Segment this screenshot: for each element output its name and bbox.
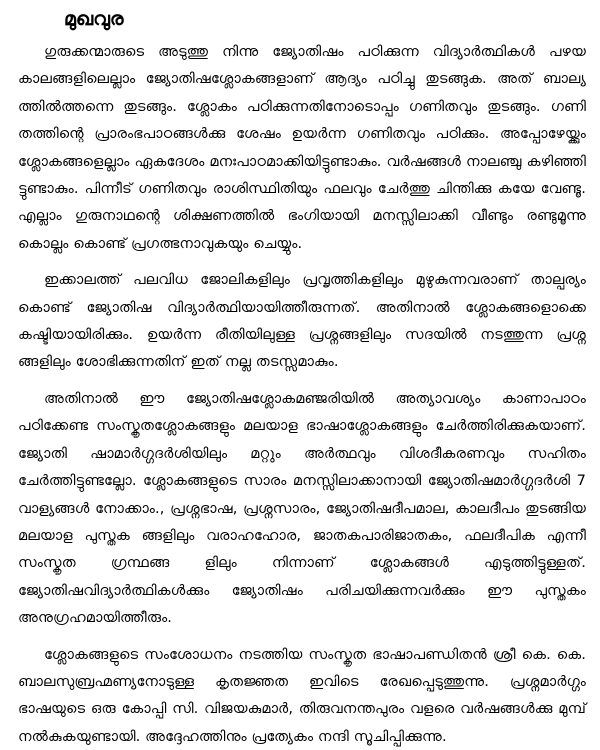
paragraph-3: അതിനാൽ ഈ ജ്യോതിഷശ്ലോകമഞ്ജരിയിൽ അത്യാവശ്യം കാണാപാഠം പഠിക്കേണ്ട സംസ്കൃതശ്ലോകങ്ങളും മലയാള ഭാഷാശ്ലോകങ്ങളും ചേർത്തിരിക്കുകയാണ്. ജ്യോതി ഷാമാർഗ്ഗദർശിയിലും മറ്റും അർത്ഥവും വിശദീകരണവും സഹിതം ചേർത്തിട്ടുണ്ടല്ലോ. ശ്ലോകങ്ങളുടെ സാരം മനസ്സിലാക്കാനായി ജ്യോതിഷമാർഗ്ഗദർശി 7 വാള്യങ്ങൾ നോക്കാം., പ്രശ്നഭാഷ, പ്രശ്നസാരം, ജ്യോതിഷദീപമാല, കാലദീപം തുടങ്ങിയ മലയാള പുസ്തക ങ്ങളിലും വരാഹഹോര, ജാതകപാരിജാതകം, ഫലദീപിക എന്നീ സംസ്കൃത ഗ്രന്ഥങ്ങ ളിലും നിന്നാണ് ശ്ലോകങ്ങൾ എടുത്തിട്ടുള്ളത്. ജ്യോതിഷവിദ്യാർത്ഥികൾക്കും ജ്യോതിഷം പരിചയിക്കുന്നവർക്കും ഈ പുസ്തകം അനുഗ്രഹമായിത്തീരും. xyxy=(18,389,586,627)
paragraph-2: ഇക്കാലത്ത് പലവിധ ജോലികളിലും പ്രവൃത്തികളിലും മുഴുകുന്നവരാണ് താല്പര്യം കൊണ്ട് ജ്യോതിഷ വിദ്യാർത്ഥിയായിത്തീരുന്നത്. അതിനാൽ ശ്ലോകങ്ങളൊക്കെ കഷ്ടിയായിരിക്കും. ഉയർന്ന രീതിയിലുള്ള പ്രശ്നങ്ങളിലും സദയിൽ നടത്തുന്ന പ്രശ്ന ങ്ങളിലും ശോഭിക്കുന്നതിന് ഇത് നല്ല തടസ്സമാകും. xyxy=(18,271,586,371)
page-title: മുഖവുര xyxy=(64,8,124,30)
paragraph-4: ശ്ലോകങ്ങളുടെ സംശോധനം നടത്തിയ സംസ്കൃത ഭാഷാപണ്ഡിതൻ ശ്രീ കെ. കെ. ബാലസുബ്രഹ്മണ്യനോടുള്ള കൃതജ്ഞത ഇവിടെ രേഖപ്പെടുത്തുന്നു. പ്രശ്നമാർഗ്ഗം ഭാഷയുടെ ഒരു കോപ്പി സി. വിജയകുമാർ, തിരുവനന്തപുരം വളരെ വർഷങ്ങൾക്കു മുമ്പ് നൽകുകയുണ്ടായി. അദ്ദേഹത്തിനും പ്രത്യേകം നന്ദി സൂചിപ്പിക്കുന്നു. xyxy=(18,645,586,745)
paragraph-1: ഗുരുക്കന്മാരുടെ അടുത്തു നിന്നു ജ്യോതിഷം പഠിക്കുന്ന വിദ്യാർത്ഥികൾ പഴയ കാലങ്ങളിലെല്ലാം ജ്യോതിഷശ്ലോകങ്ങളാണ് ആദ്യം പഠിച്ചു തുടങ്ങുക. അത് ബാല്യ ത്തിൽത്തന്നെ തുടങ്ങും. ശ്ലോകം പഠിക്കുന്നതിനോടൊപ്പം ഗണിതവും തുടങ്ങും. ഗണി തത്തിന്റെ പ്രാരംഭപാഠങ്ങൾക്കു ശേഷം ഉയർന്ന ഗണിതവും പഠിക്കും. അപ്പോഴേയ്ക്കും ശ്ലോകങ്ങളെല്ലാം ഏകദേശം മനഃപാഠമാക്കിയിട്ടുണ്ടാകും. വർഷങ്ങൾ നാലഞ്ചു കഴിഞ്ഞി ട്ടുണ്ടാകും. പിന്നീട് ഗണിതവും രാശിസ്ഥിതിയും ഫലവും ചേർത്തു ചിന്തിക്കു കയേ വേണ്ടൂ. എല്ലാം ഗുരുനാഥന്റെ ശിക്ഷണത്തിൽ ഭംഗിയായി മനസ്സിലാക്കി വീണ്ടും രണ്ടുമൂന്നു കൊല്ലം കൊണ്ട് പ്രഗത്ഭനാവുകയും ചെയ്യും. xyxy=(18,43,586,252)
